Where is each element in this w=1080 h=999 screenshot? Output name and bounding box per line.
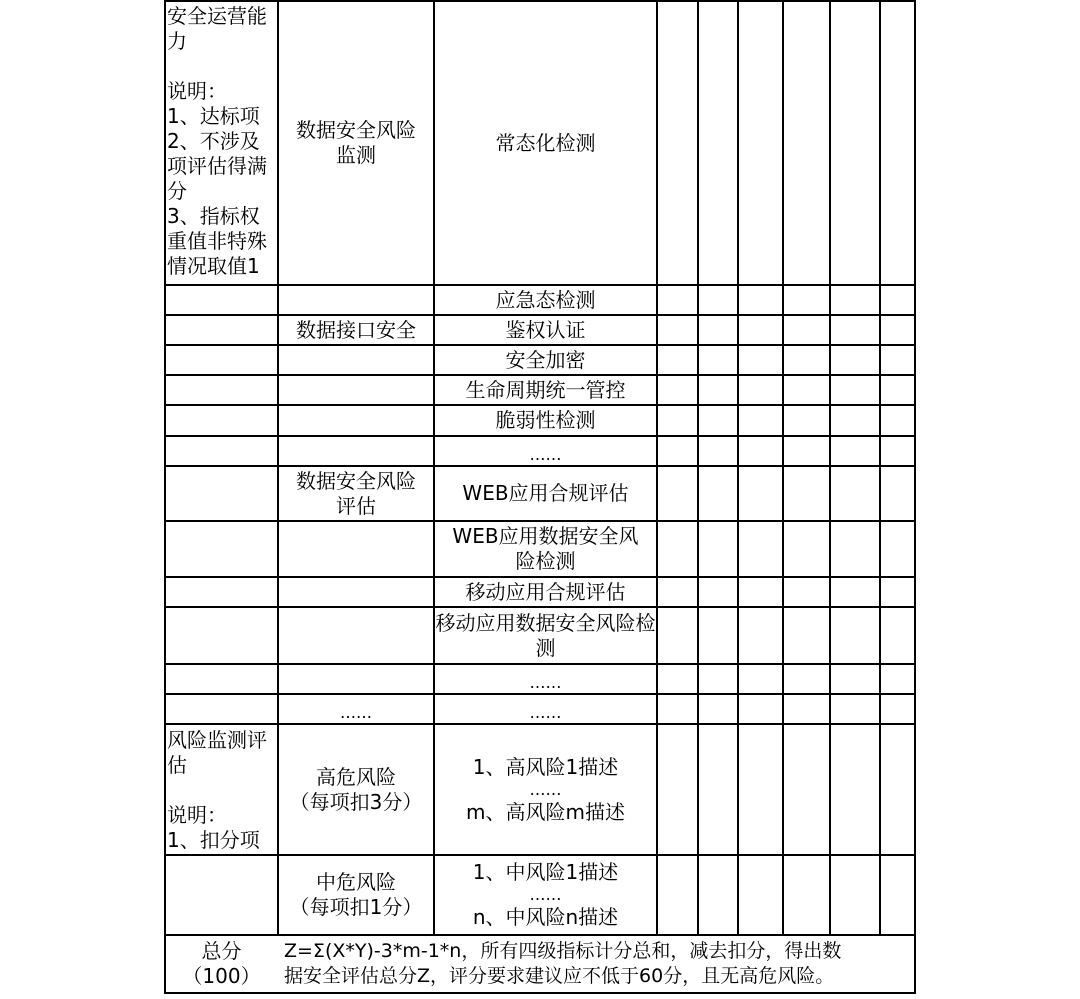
grid-line bbox=[914, 0, 916, 994]
section-ops-cell bbox=[167, 4, 275, 279]
section-ops-note: 1、达标项 bbox=[167, 104, 260, 128]
medium-risk-item-cell bbox=[435, 856, 656, 934]
section-risk-cell bbox=[167, 728, 275, 853]
item-cell bbox=[435, 665, 656, 693]
category-cell bbox=[279, 316, 433, 344]
section-risk-note-label: 说明： bbox=[167, 803, 227, 827]
total-max-score: （100） bbox=[182, 964, 261, 988]
item-cell bbox=[435, 376, 656, 404]
total-formula-cell bbox=[284, 939, 912, 989]
grid-line bbox=[697, 0, 699, 936]
item-label: 移动应用数据安全风险检测 bbox=[435, 610, 656, 660]
medium-risk-deduction: （每项扣1分） bbox=[289, 895, 423, 919]
medium-risk-item-ellipsis: …… bbox=[529, 885, 562, 904]
item-label: …… bbox=[529, 672, 562, 692]
item-cell bbox=[435, 522, 656, 576]
grid-line bbox=[164, 0, 166, 994]
grid-line bbox=[782, 0, 784, 936]
item-cell bbox=[435, 578, 656, 606]
category-cell bbox=[279, 695, 433, 723]
grid-line bbox=[879, 0, 881, 936]
section-risk-title: 风险监测评估 bbox=[167, 728, 267, 777]
grid-line bbox=[829, 0, 831, 936]
item-label: …… bbox=[529, 702, 562, 722]
item-cell bbox=[435, 346, 656, 374]
category-label: 数据接口安全 bbox=[296, 317, 416, 342]
item-label: 鉴权认证 bbox=[505, 317, 586, 342]
total-formula-line: Z=Σ(X*Y)-3*m-1*n，所有四级指标计分总和，减去扣分，得出数 bbox=[284, 940, 842, 962]
grid-line bbox=[737, 0, 739, 936]
item-cell bbox=[435, 467, 656, 520]
high-risk-item-ellipsis: …… bbox=[529, 779, 562, 799]
item-cell bbox=[435, 286, 656, 314]
item-label: 安全加密 bbox=[505, 347, 586, 372]
item-cell bbox=[435, 437, 656, 465]
medium-risk-title: 中危风险 bbox=[316, 870, 396, 894]
section-ops-note: 3、指标权重值非特殊情况取值1 bbox=[167, 204, 267, 278]
total-label: 总分 bbox=[201, 939, 242, 963]
item-label: WEB应用合规评估 bbox=[462, 481, 629, 505]
item-cell bbox=[435, 608, 656, 663]
high-risk-item-first: 1、高风险1描述 bbox=[472, 754, 619, 779]
item-label: 脆弱性检测 bbox=[495, 408, 596, 432]
category-label: …… bbox=[340, 702, 372, 722]
category-label: 数据安全风险评估 bbox=[296, 468, 416, 518]
total-label-cell bbox=[166, 936, 277, 992]
grid-line bbox=[656, 0, 658, 936]
medium-risk-category-cell bbox=[279, 856, 433, 934]
item-label: 生命周期统一管控 bbox=[465, 377, 626, 402]
item-cell bbox=[435, 2, 656, 284]
total-formula-line: 据安全评估总分Z，评分要求建议应不低于60分，且无高危风险。 bbox=[284, 965, 835, 987]
medium-risk-item-first: 1、中风险1描述 bbox=[472, 860, 619, 884]
item-label: 常态化检测 bbox=[495, 130, 596, 155]
category-label: 数据安全风险监测 bbox=[296, 118, 416, 167]
section-risk-note: 1、扣分项 bbox=[167, 828, 260, 852]
section-ops-note: 2、不涉及项评估得满分 bbox=[167, 129, 267, 203]
item-label: 应急态检测 bbox=[495, 287, 596, 312]
item-cell bbox=[435, 695, 656, 723]
item-cell bbox=[435, 316, 656, 344]
high-risk-item-last: m、高风险m描述 bbox=[466, 799, 625, 824]
item-label: WEB应用数据安全风险检测 bbox=[452, 524, 639, 573]
high-risk-item-cell bbox=[435, 725, 656, 854]
section-ops-note-label: 说明： bbox=[167, 79, 227, 103]
medium-risk-item-last: n、中风险n描述 bbox=[472, 905, 619, 929]
category-cell bbox=[279, 467, 433, 520]
item-cell bbox=[435, 406, 656, 435]
high-risk-title: 高危风险 bbox=[316, 764, 396, 789]
grid-line bbox=[164, 992, 916, 994]
high-risk-category-cell bbox=[279, 725, 433, 854]
high-risk-deduction: （每项扣3分） bbox=[289, 789, 423, 814]
section-ops-title: 安全运营能力 bbox=[167, 4, 267, 53]
category-cell bbox=[279, 2, 433, 284]
item-label: …… bbox=[529, 444, 562, 464]
item-label: 移动应用合规评估 bbox=[465, 579, 626, 604]
